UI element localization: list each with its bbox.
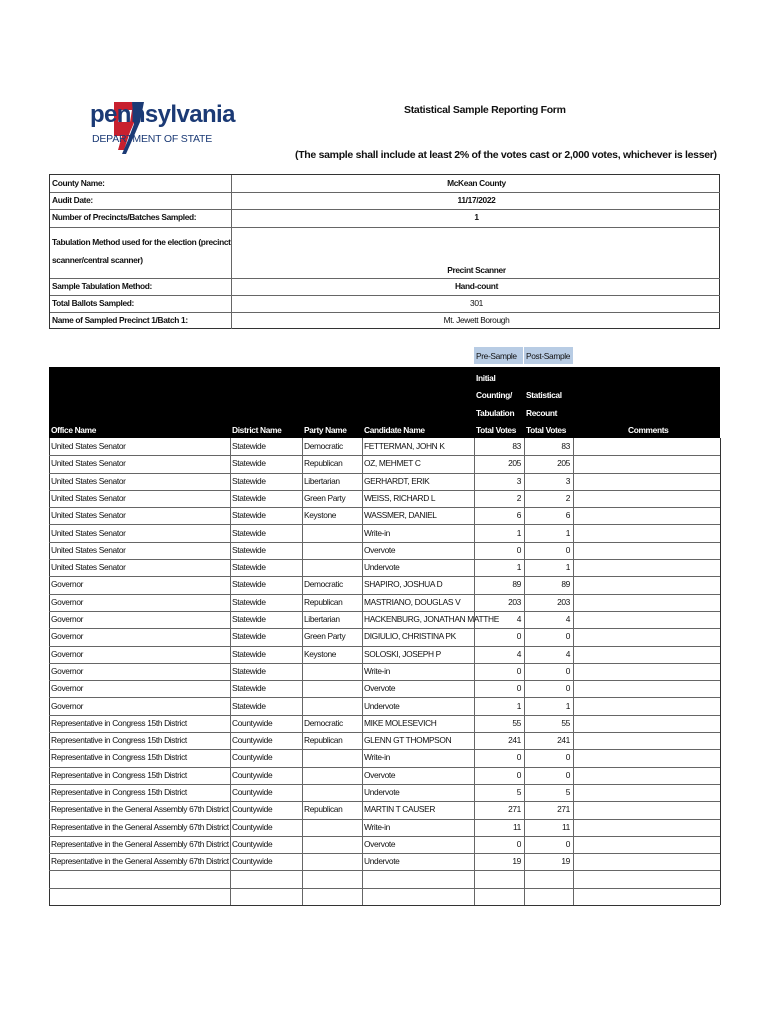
candidate-cell: Write-in [364,821,390,832]
col-candidate-header: Candidate Name [364,425,425,435]
office-cell: Representative in the General Assembly 67th District [51,821,229,832]
district-cell: Statewide [232,631,266,642]
candidate-cell: DIGIULIO, CHRISTINA PK [364,631,456,642]
recount-votes-cell: 83 [561,441,570,451]
candidate-cell: Write-in [364,665,390,676]
office-cell: United States Senator [51,562,126,573]
precinct-name-value: Mt. Jewett Borough [443,315,510,325]
table-row [49,576,720,593]
district-cell: Statewide [232,579,266,590]
district-cell: Countywide [232,804,273,815]
party-cell: Democratic [304,441,343,451]
initial-votes-cell: 2 [516,492,521,503]
table-row [49,715,720,732]
office-cell: Representative in the General Assembly 67th District [51,838,229,849]
district-cell: Countywide [232,856,273,867]
candidate-cell: Overvote [364,769,396,780]
county-value: McKean County [447,178,506,188]
candidate-cell: MIKE MOLESEVICH [364,717,437,728]
district-cell: Statewide [232,458,266,469]
initial-votes-cell: 0 [516,544,521,555]
recount-votes-cell: 205 [557,458,570,469]
col-initial-header-1: Initial [476,373,496,383]
candidate-cell: Write-in [364,527,390,538]
post-sample-label: Post-Sample [526,351,571,361]
recount-votes-cell: 0 [565,769,570,780]
candidate-cell: Write-in [364,752,390,763]
office-cell: Governor [51,631,84,642]
initial-votes-cell: 11 [513,821,521,832]
ballots-label: Total Ballots Sampled: [52,298,134,308]
candidate-cell: Undervote [364,700,400,711]
recount-votes-cell: 4 [565,614,570,624]
district-cell: Statewide [232,700,266,711]
office-cell: Governor [51,579,84,590]
table-row [49,438,720,455]
initial-votes-cell: 241 [508,735,521,746]
table-row [49,732,720,749]
initial-votes-cell: 4 [516,614,521,624]
initial-votes-cell: 83 [512,441,521,451]
initial-votes-cell: 205 [508,458,521,469]
district-cell: Statewide [232,614,266,624]
recount-votes-cell: 241 [557,735,570,746]
district-cell: Countywide [232,769,273,780]
sample-method-row [50,278,721,294]
table-row [49,507,720,524]
candidate-cell: HACKENBURG, JONATHAN MATTHE [364,614,499,624]
party-cell: Republican [304,804,343,815]
district-cell: Countywide [232,787,273,797]
office-cell: Governor [51,614,84,624]
candidate-cell: Overvote [364,544,396,555]
recount-votes-cell: 6 [565,510,570,521]
party-cell: Keystone [304,510,337,521]
office-cell: United States Senator [51,475,126,486]
candidate-cell: GLENN GT THOMPSON [364,735,452,746]
candidate-cell: SOLOSKI, JOSEPH P [364,648,441,659]
precincts-value: 1 [474,212,479,222]
office-cell: Representative in the General Assembly 67th District [51,804,229,815]
tabulation-method-label-2: scanner/central scanner) [52,255,143,265]
table-column-rule [720,438,721,905]
initial-votes-cell: 19 [512,856,521,867]
candidate-cell: FETTERMAN, JOHN K [364,441,445,451]
recount-votes-cell: 1 [565,527,570,538]
recount-votes-cell: 5 [565,787,570,797]
precincts-label: Number of Precincts/Batches Sampled: [52,212,197,222]
precinct-name-row [50,312,721,328]
office-cell: United States Senator [51,544,126,555]
table-row [49,819,720,836]
initial-votes-cell: 0 [516,665,521,676]
recount-votes-cell: 203 [557,596,570,607]
district-cell: Countywide [232,821,273,832]
office-cell: Representative in Congress 15th District [51,769,187,780]
county-row [50,175,721,191]
candidate-cell: WEISS, RICHARD L [364,492,436,503]
col-initial-header-3: Tabulation [476,408,515,418]
table-row [49,559,720,576]
table-row [49,698,720,715]
table-bottom-rule [49,905,720,906]
table-row [49,853,720,870]
initial-votes-cell: 4 [516,648,521,659]
col-initial-header-4: Total Votes [476,425,517,435]
initial-votes-cell: 0 [516,752,521,763]
candidate-cell: GERHARDT, ERIK [364,475,430,486]
form-title: Statistical Sample Reporting Form [404,104,566,116]
recount-votes-cell: 3 [565,475,570,486]
audit-date-row [50,192,721,208]
party-cell: Libertarian [304,475,340,486]
col-comments-header: Comments [628,425,669,435]
district-cell: Countywide [232,838,273,849]
recount-votes-cell: 271 [557,804,570,815]
office-cell: United States Senator [51,510,126,521]
office-cell: United States Senator [51,441,126,451]
district-cell: Statewide [232,492,266,503]
precinct-name-label: Name of Sampled Precinct 1/Batch 1: [52,315,188,325]
office-cell: United States Senator [51,527,126,538]
candidate-cell: MARTIN T CAUSER [364,804,436,815]
table-row [49,542,720,559]
party-cell: Republican [304,458,343,469]
party-cell: Republican [304,735,343,746]
district-cell: Countywide [232,752,273,763]
recount-votes-cell: 1 [565,700,570,711]
table-row [49,611,720,628]
office-cell: Representative in Congress 15th District [51,787,187,797]
initial-votes-cell: 1 [516,562,521,573]
recount-votes-cell: 4 [565,648,570,659]
office-cell: Governor [51,648,84,659]
party-cell: Democratic [304,717,343,728]
district-cell: Statewide [232,648,266,659]
initial-votes-cell: 89 [512,579,521,590]
table-row [49,646,720,663]
sample-method-value: Hand-count [454,281,499,291]
recount-votes-cell: 55 [561,717,570,728]
party-cell: Keystone [304,648,337,659]
table-row [49,767,720,784]
recount-votes-cell: 1 [565,562,570,573]
table-row [49,455,720,472]
results-table [49,347,720,904]
recount-votes-cell: 0 [565,752,570,763]
table-row [49,749,720,766]
office-cell: Representative in Congress 15th District [51,717,187,728]
office-cell: United States Senator [51,492,126,503]
table-row [49,801,720,818]
initial-votes-cell: 0 [516,631,521,642]
logo-wordmark: pennsylvania [90,101,235,128]
candidate-cell: Undervote [364,856,400,867]
party-cell: Green Party [304,631,346,642]
table-row [49,525,720,542]
initial-votes-cell: 271 [508,804,521,815]
tabulation-method-value: Precint Scanner [447,265,506,275]
audit-date-value: 11/17/2022 [457,195,496,205]
initial-votes-cell: 6 [516,510,521,521]
office-cell: Governor [51,683,84,694]
office-cell: Governor [51,596,84,607]
sample-method-label: Sample Tabulation Method: [52,281,152,291]
audit-info-table [49,174,720,329]
col-party-header: Party Name [304,425,347,435]
logo-department-text: DEPARTMENT OF STATE [92,133,213,145]
ballots-value: 301 [470,298,483,308]
initial-votes-cell: 203 [508,596,521,607]
initial-votes-cell: 0 [516,683,521,694]
office-cell: Representative in Congress 15th District [51,735,187,746]
initial-votes-cell: 0 [516,838,521,849]
col-district-header: District Name [232,425,282,435]
candidate-cell: Undervote [364,562,400,573]
recount-votes-cell: 11 [562,821,570,832]
initial-votes-cell: 1 [516,700,521,711]
party-cell: Libertarian [304,614,340,624]
audit-date-label: Audit Date: [52,195,93,205]
office-cell: Representative in the General Assembly 67th District [51,856,229,867]
recount-votes-cell: 19 [561,856,570,867]
col-stat-header-3: Total Votes [526,425,567,435]
recount-votes-cell: 0 [565,665,570,676]
table-row [49,784,720,801]
table-row [49,836,720,853]
table-row [49,888,720,905]
table-row [49,473,720,490]
col-stat-header-1: Statistical [526,390,562,400]
table-row [49,680,720,697]
county-label: County Name: [52,178,105,188]
recount-votes-cell: 0 [565,683,570,694]
recount-votes-cell: 89 [561,579,570,590]
table-row [49,871,720,888]
recount-votes-cell: 2 [565,492,570,503]
district-cell: Statewide [232,665,266,676]
table-row [49,628,720,645]
candidate-cell: OZ, MEHMET C [364,458,421,469]
tabulation-method-row [50,227,721,278]
initial-votes-cell: 5 [516,787,521,797]
candidate-cell: WASSMER, DANIEL [364,510,437,521]
party-cell: Democratic [304,579,343,590]
party-cell: Green Party [304,492,346,503]
candidate-cell: MASTRIANO, DOUGLAS V [364,596,461,607]
ballots-row [50,295,721,311]
candidate-cell: Overvote [364,838,396,849]
district-cell: Statewide [232,562,266,573]
candidate-cell: Overvote [364,683,396,694]
initial-votes-cell: 0 [516,769,521,780]
district-cell: Statewide [232,544,266,555]
district-cell: Statewide [232,441,266,451]
pre-sample-label: Pre-Sample [476,351,517,361]
initial-votes-cell: 55 [512,717,521,728]
col-stat-header-2: Recount [526,408,558,418]
district-cell: Statewide [232,683,266,694]
district-cell: Countywide [232,717,273,728]
col-office-header: Office Name [51,425,97,435]
precincts-row [50,209,721,225]
district-cell: Statewide [232,527,266,538]
party-cell: Republican [304,596,343,607]
initial-votes-cell: 1 [516,527,521,538]
recount-votes-cell: 0 [565,544,570,555]
district-cell: Statewide [232,510,266,521]
form-subtitle: (The sample shall include at least 2% of the votes cast or 2,000 votes, whichever is lesser) [295,149,717,161]
table-row [49,663,720,680]
initial-votes-cell: 3 [516,475,521,486]
recount-votes-cell: 0 [565,631,570,642]
col-initial-header-2: Counting/ [476,390,512,400]
district-cell: Statewide [232,596,266,607]
office-cell: Governor [51,700,84,711]
district-cell: Statewide [232,475,266,486]
recount-votes-cell: 0 [565,838,570,849]
candidate-cell: SHAPIRO, JOSHUA D [364,579,443,590]
table-row [49,490,720,507]
table-row [49,594,720,611]
office-cell: Representative in Congress 15th District [51,752,187,763]
district-cell: Countywide [232,735,273,746]
header-gap [49,364,720,367]
tabulation-method-label-1: Tabulation Method used for the election (precinct [52,237,231,247]
candidate-cell: Undervote [364,787,400,797]
office-cell: United States Senator [51,458,126,469]
office-cell: Governor [51,665,84,676]
